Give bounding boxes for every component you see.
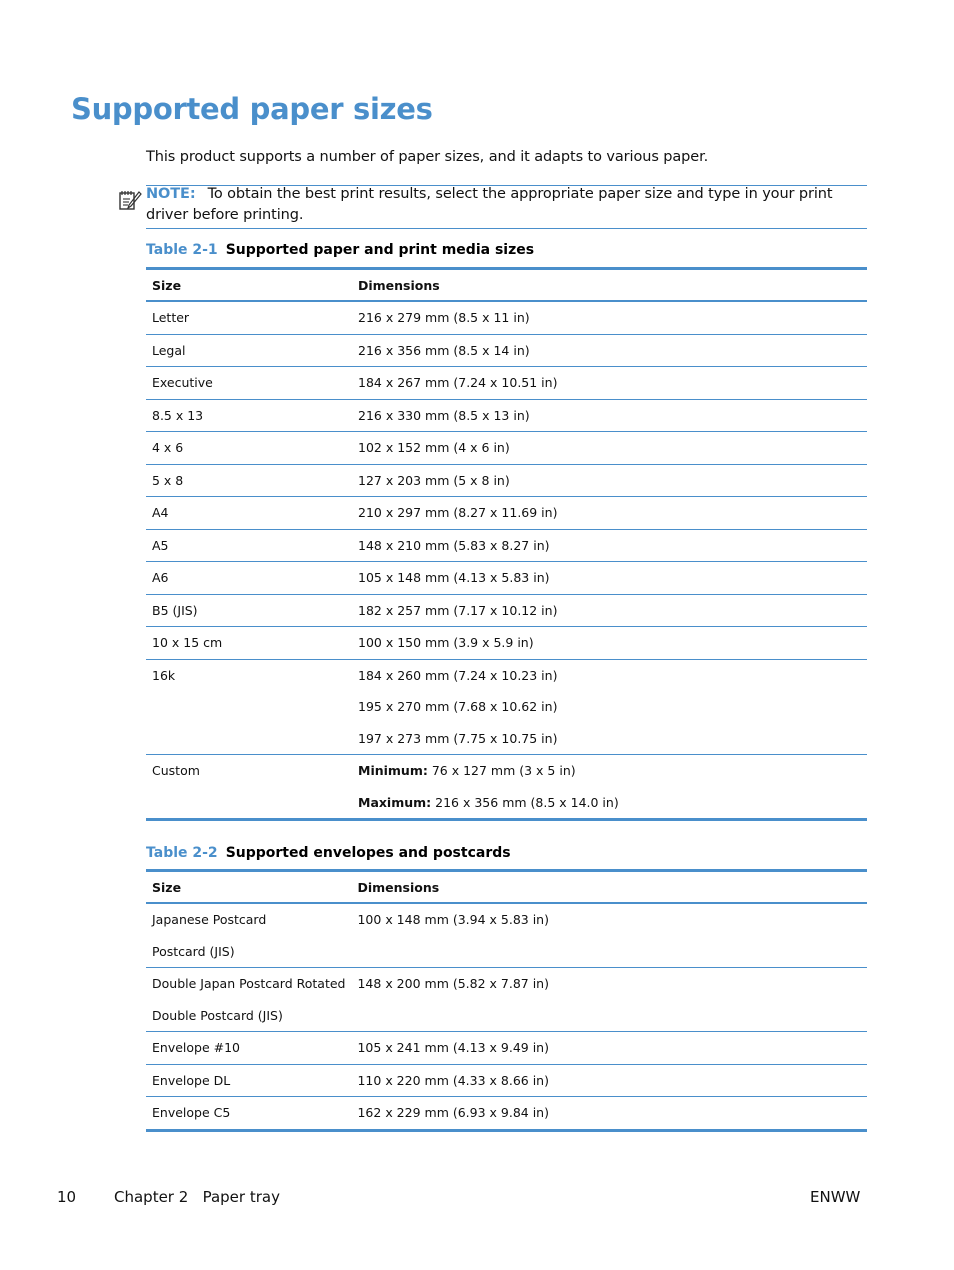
dimensions-text: 197 x 273 mm (7.75 x 10.75 in)	[358, 730, 558, 746]
table1-title: Supported paper and print media sizes	[225, 242, 535, 258]
dimensions-text: 216 x 330 mm (8.5 x 13 in)	[358, 407, 530, 423]
table2-header-dimensions: Dimensions	[351, 871, 867, 904]
dimensions-text: 100 x 148 mm (3.94 x 5.83 in)	[357, 912, 549, 927]
minimum-label: Minimum:	[358, 763, 428, 778]
dimensions-cell	[352, 659, 867, 755]
dimensions-cell	[352, 367, 867, 400]
size-cell	[146, 968, 351, 1032]
size-text: 10 x 15 cm	[152, 635, 223, 650]
size-cell	[146, 594, 352, 627]
size-text: Japanese Postcard	[152, 912, 267, 927]
note-label: NOTE:	[146, 186, 196, 202]
table1-number: Table 2-1	[146, 242, 218, 258]
dimensions-text: 162 x 229 mm (6.93 x 9.84 in)	[357, 1105, 549, 1120]
size-cell	[146, 562, 352, 595]
dimensions-cell	[352, 464, 867, 497]
dimensions-cell	[351, 968, 867, 1032]
table1-header-row	[146, 269, 867, 302]
table-row	[146, 399, 867, 432]
dimensions-cell	[352, 755, 867, 820]
dimensions-cell	[351, 1064, 867, 1097]
paper-sizes-table	[146, 267, 867, 821]
table-row	[146, 367, 867, 400]
dimensions-text: 105 x 148 mm (4.13 x 5.83 in)	[358, 570, 550, 585]
dimensions-text: 195 x 270 mm (7.68 x 10.62 in)	[358, 699, 558, 714]
table1-header-size: Size	[146, 269, 352, 302]
size-text: Postcard (JIS)	[152, 943, 235, 959]
dimensions-text: 216 x 356 mm (8.5 x 14 in)	[358, 342, 530, 358]
intro-paragraph: This product supports a number of paper sizes, and it adapts to various paper.	[146, 149, 709, 165]
dimensions-text: 148 x 200 mm (5.82 x 7.87 in)	[357, 976, 549, 991]
table2-header-row	[146, 871, 867, 904]
table-row	[146, 659, 867, 755]
table2-number: Table 2-2	[146, 845, 218, 861]
footer-chapter: Chapter 2 Paper tray	[114, 1188, 280, 1206]
size-text: Letter	[152, 310, 190, 325]
minimum-value: 76 x 127 mm (3 x 5 in)	[431, 763, 576, 778]
table2-caption	[146, 845, 511, 861]
table-row	[146, 497, 867, 530]
dimensions-text: 210 x 297 mm (8.27 x 11.69 in)	[358, 505, 558, 520]
size-cell	[146, 497, 352, 530]
dimensions-cell	[352, 562, 867, 595]
size-text: Envelope DL	[152, 1072, 231, 1088]
size-text: B5 (JIS)	[152, 602, 198, 618]
size-cell	[146, 432, 352, 465]
size-text: 4 x 6	[152, 440, 184, 455]
table-row	[146, 968, 867, 1032]
size-cell	[146, 334, 352, 367]
note-box	[146, 185, 867, 229]
size-text: Double Postcard (JIS)	[152, 1007, 283, 1023]
table-row	[146, 1032, 867, 1065]
table-row-custom	[146, 755, 867, 820]
table-row	[146, 562, 867, 595]
size-cell	[146, 1032, 351, 1065]
table-row	[146, 903, 867, 968]
dimensions-text: 127 x 203 mm (5 x 8 in)	[358, 472, 510, 488]
dimensions-cell	[351, 1097, 867, 1131]
dimensions-cell	[352, 301, 867, 334]
size-cell	[146, 1097, 351, 1131]
table-row	[146, 594, 867, 627]
dimensions-text: 148 x 210 mm (5.83 x 8.27 in)	[358, 537, 550, 553]
dimensions-text: 110 x 220 mm (4.33 x 8.66 in)	[357, 1072, 549, 1088]
custom-minimum-line	[358, 755, 861, 787]
envelopes-table	[146, 869, 867, 1132]
footer-right: ENWW	[810, 1188, 861, 1206]
size-cell	[146, 755, 352, 820]
size-cell	[146, 464, 352, 497]
size-text: A4	[152, 505, 169, 520]
size-cell	[146, 903, 351, 968]
dimensions-cell	[352, 497, 867, 530]
table2-title: Supported envelopes and postcards	[225, 845, 511, 861]
table2-header-size: Size	[146, 871, 351, 904]
dimensions-cell	[352, 594, 867, 627]
table1-caption	[146, 242, 534, 258]
size-text: 5 x 8	[152, 472, 184, 488]
dimensions-cell	[352, 432, 867, 465]
page-title: Supported paper sizes	[71, 92, 433, 126]
dimensions-cell	[352, 334, 867, 367]
table-row	[146, 334, 867, 367]
dimensions-cell	[352, 529, 867, 562]
dimensions-cell	[352, 399, 867, 432]
dimensions-text: 105 x 241 mm (4.13 x 9.49 in)	[357, 1040, 549, 1055]
size-text: A5	[152, 537, 169, 553]
dimensions-cell	[351, 903, 867, 968]
size-cell	[146, 627, 352, 660]
size-text: Envelope C5	[152, 1105, 231, 1120]
dimensions-text: 216 x 279 mm (8.5 x 11 in)	[358, 310, 530, 325]
table-row	[146, 1097, 867, 1131]
table-row	[146, 627, 867, 660]
size-text: Double Japan Postcard Rotated	[152, 976, 346, 991]
dimensions-text: 182 x 257 mm (7.17 x 10.12 in)	[358, 602, 558, 618]
table-row	[146, 529, 867, 562]
size-cell	[146, 301, 352, 334]
note-body: To obtain the best print results, select the appropriate paper size and type in your print driver before printing.	[146, 186, 833, 223]
page-number: 10	[57, 1188, 77, 1206]
size-text: 16k	[152, 667, 176, 683]
size-text: A6	[152, 570, 169, 585]
size-cell	[146, 659, 352, 755]
table1-header-dimensions: Dimensions	[352, 269, 867, 302]
size-text: Envelope #10	[152, 1040, 241, 1055]
maximum-label: Maximum:	[358, 794, 432, 810]
table-row	[146, 1064, 867, 1097]
size-cell	[146, 529, 352, 562]
size-text: 8.5 x 13	[152, 407, 204, 423]
size-cell	[146, 1064, 351, 1097]
note-icon	[118, 188, 142, 212]
dimensions-text: 184 x 267 mm (7.24 x 10.51 in)	[358, 375, 558, 390]
dimensions-text: 184 x 260 mm (7.24 x 10.23 in)	[358, 667, 558, 683]
table-row	[146, 464, 867, 497]
dimensions-text: 102 x 152 mm (4 x 6 in)	[358, 440, 510, 455]
size-cell	[146, 399, 352, 432]
maximum-value: 216 x 356 mm (8.5 x 14.0 in)	[435, 794, 619, 810]
note-text	[146, 184, 867, 226]
dimensions-cell	[352, 627, 867, 660]
table-row	[146, 301, 867, 334]
dimensions-cell	[351, 1032, 867, 1065]
size-text: Executive	[152, 375, 213, 390]
size-text: Custom	[152, 763, 200, 778]
dimensions-text: 100 x 150 mm (3.9 x 5.9 in)	[358, 635, 534, 650]
size-text: Legal	[152, 342, 186, 358]
size-cell	[146, 367, 352, 400]
table-row	[146, 432, 867, 465]
custom-maximum-line	[358, 787, 861, 819]
